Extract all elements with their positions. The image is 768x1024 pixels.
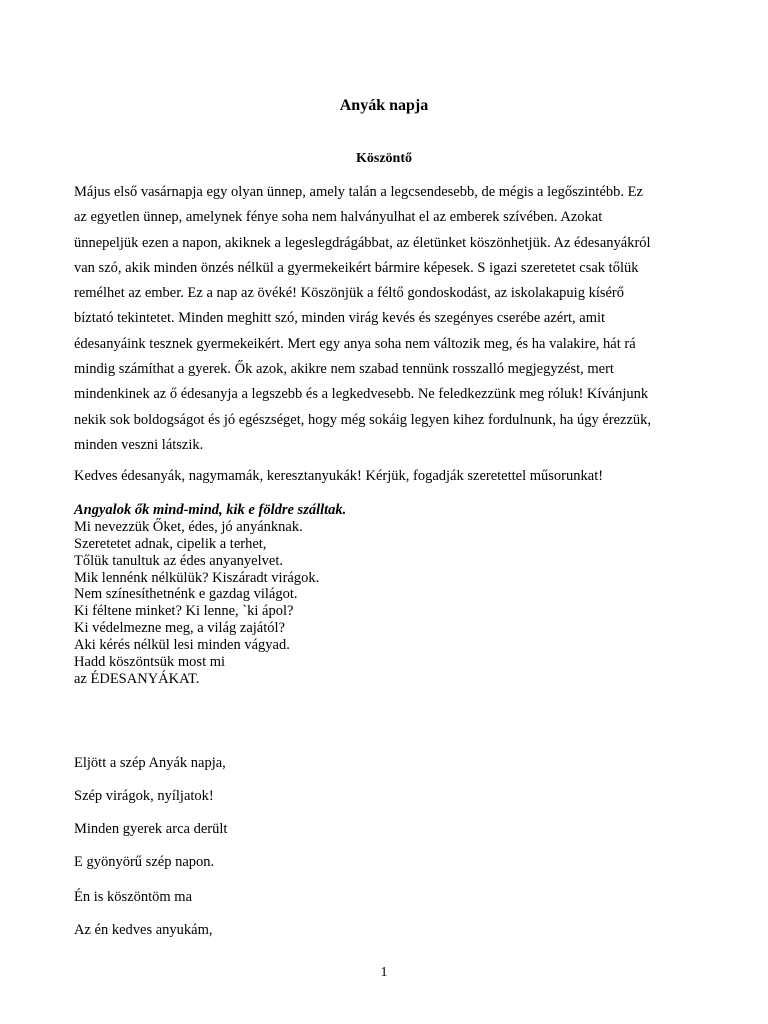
intro-line: mindig számíthat a gyerek. Ők azok, akikre nem szabad tennünk rosszalló megjegyzést, mert — [74, 361, 614, 378]
poem-line: Mi nevezzük Őket, édes, jó anyánknak. — [74, 518, 303, 535]
intro-line: Május első vasárnapja egy olyan ünnep, amely talán a legcsendesebb, de mégis a legőszintébb. Ez — [74, 184, 643, 200]
poem-line: Ki védelmezne meg, a világ zajától? — [74, 620, 285, 637]
poem-line: Szeretetet adnak, cipelik a terhet, — [74, 535, 267, 552]
poem-lead-line: Angyalok ők mind-mind, kik e földre szálltak. — [74, 502, 347, 518]
intro-paragraph — [74, 180, 696, 458]
page-title: Anyák napja — [339, 97, 429, 114]
intro-line: az egyetlen ünnep, amelynek fénye soha nem halványulhat el az emberek szívében. Azokat — [74, 209, 603, 226]
poem2-line: Minden gyerek arca derült — [74, 821, 228, 837]
intro-line: van szó, akik minden önzés nélkül a gyermekeikért bármire képesek. S igazi szeretetet csak tőlük — [74, 259, 639, 276]
intro-line: mindenkinek az ő édesanyja a legszebb és a legkedvesebb. Ne feledkezzünk meg róluk! Kívánjunk — [74, 386, 649, 403]
intro-line: édesanyáink tesznek gyermekeikért. Mert egy anya soha nem változik meg, és ha valakire, hát rá — [74, 335, 636, 352]
poem2-line: E gyönyörű szép napon. — [74, 854, 215, 870]
poem2-line: Az én kedves anyukám, — [74, 922, 213, 938]
intro-line: minden veszni látszik. — [74, 436, 204, 453]
poem-angyalok — [74, 502, 696, 688]
poem2-line: Én is köszöntöm ma — [74, 889, 193, 905]
poem-line: Ki féltene minket? Ki lenne, `ki ápol? — [74, 603, 294, 620]
intro-line: bíztató tekintetet. Minden meghitt szó, minden virág kevés és szegényes cserébe azért, amit — [74, 310, 606, 327]
poem-line: Aki kérés nélkül lesi minden vágyad. — [74, 637, 290, 654]
poem-line: Hadd köszöntsük most mi — [74, 654, 226, 671]
poem-line: Tőlük tanultuk az édes anyanyelvet. — [74, 552, 283, 569]
intro-line: nekik sok boldogságot és jó egészséget, hogy még sokáig legyen kihez fordulnunk, ha úgy érezzük, — [74, 411, 652, 428]
poem-line: Nem színesíthetnénk e gazdag világot. — [74, 586, 298, 603]
poem2-line: Szép virágok, nyíljatok! — [74, 788, 214, 804]
poem-line: az ÉDESANYÁKAT. — [74, 670, 200, 687]
greeting-paragraph: Kedves édesanyák, nagymamák, keresztanyukák! Kérjük, fogadják szeretettel műsorunkat! — [74, 468, 604, 484]
poem-line: Mik lennénk nélkülük? Kiszáradt virágok. — [74, 569, 320, 586]
intro-line: remélhet az ember. Ez a nap az övéké! Köszönjük a féltő gondoskodást, az iskolakapuig kísérő — [74, 285, 625, 302]
intro-line: ünnepeljük ezen a napon, akiknek a legeslegdrágábbat, az életünket köszönhetjük. Az édesanyákról — [74, 234, 651, 251]
poem2-line: Eljött a szép Anyák napja, — [74, 755, 226, 771]
page-number: 1 — [380, 965, 388, 980]
section-subtitle: Köszöntő — [356, 151, 412, 166]
